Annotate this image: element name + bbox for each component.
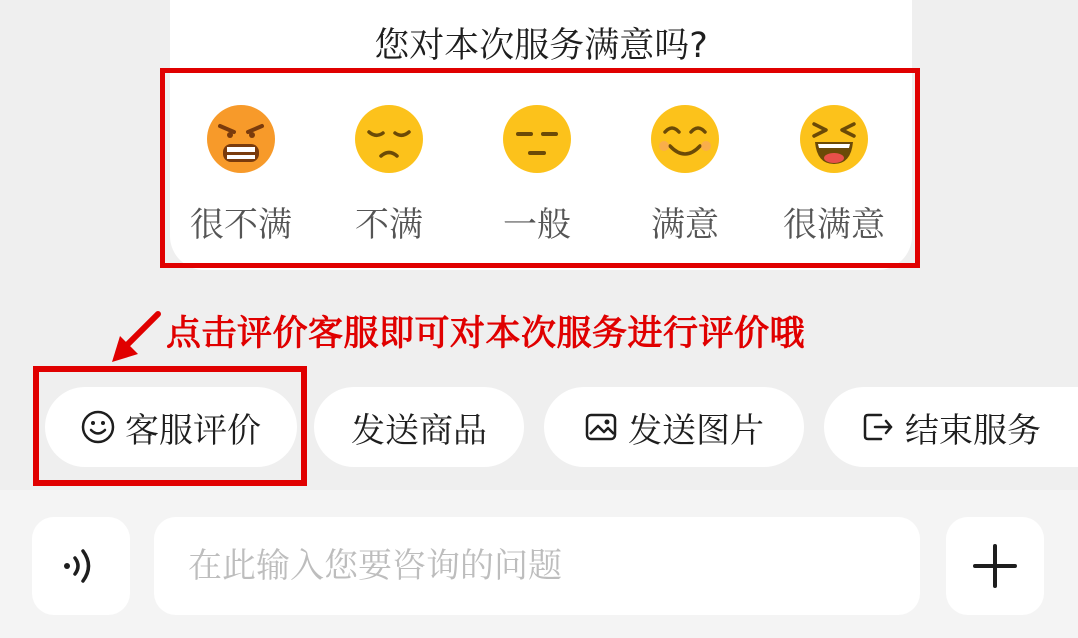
instruction-text: 点击评价客服即可对本次服务进行评价哦 <box>166 314 806 354</box>
rating-highlight-box <box>160 68 920 268</box>
voice-button[interactable] <box>32 517 130 615</box>
survey-question: 您对本次服务满意吗? <box>374 26 708 66</box>
chip-label: 结束服务 <box>905 410 1041 451</box>
evaluate-highlight-box <box>33 366 307 486</box>
image-icon <box>584 410 618 444</box>
rating-label: 很不满 <box>190 205 292 245</box>
rating-label: 一般 <box>503 205 571 245</box>
chip-label: 客服评价 <box>125 410 261 451</box>
chip-label: 发送图片 <box>628 410 764 451</box>
question-input[interactable] <box>154 517 920 615</box>
exit-icon <box>861 410 895 444</box>
rating-label: 不满 <box>355 205 423 245</box>
arrow-icon <box>106 306 168 366</box>
send-image-button[interactable] <box>544 387 804 467</box>
rating-label: 很满意 <box>783 205 885 245</box>
chip-label: 发送商品 <box>351 410 487 451</box>
plus-icon <box>970 541 1020 591</box>
end-service-button[interactable] <box>824 387 1078 467</box>
more-button[interactable] <box>946 517 1044 615</box>
voice-icon <box>57 542 105 590</box>
rating-label: 满意 <box>651 205 719 245</box>
send-product-button[interactable] <box>314 387 524 467</box>
